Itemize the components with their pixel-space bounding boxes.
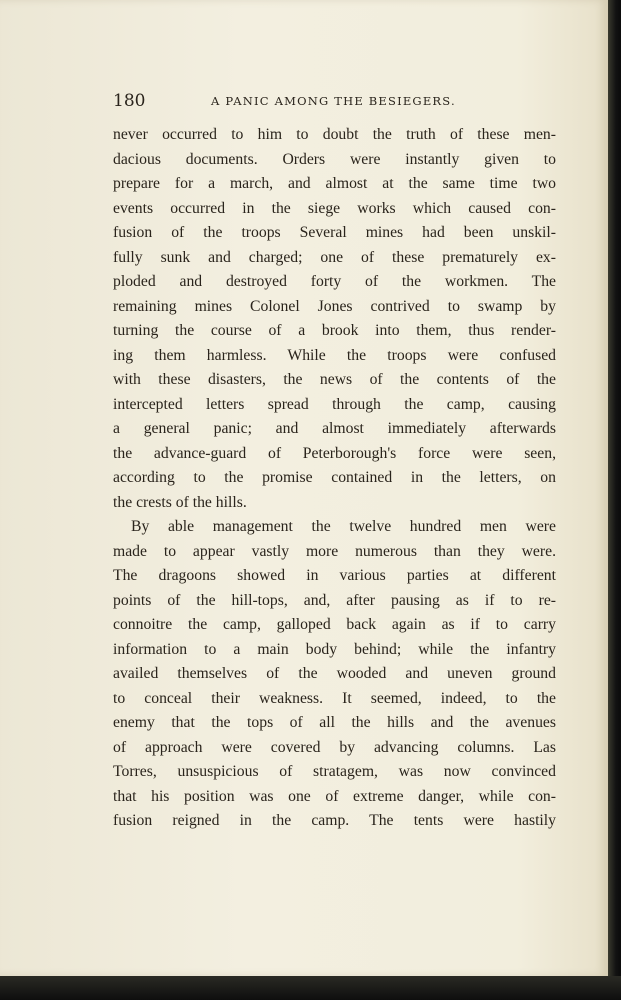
- page-header: [113, 86, 557, 116]
- book-spine-shadow: [608, 0, 621, 1000]
- text-line: the advance-guard of Peterborough's force were seen,: [113, 444, 556, 462]
- text-line: fully sunk and charged; one of these prematurely ex-: [113, 248, 556, 266]
- paragraph-end-line: the crests of the hills.: [113, 493, 247, 511]
- text-line: of approach were covered by advancing columns. Las: [113, 738, 556, 756]
- text-line: according to the promise contained in the letters, on: [113, 469, 556, 486]
- text-line: prepare for a march, and almost at the same time two: [113, 175, 556, 192]
- text-line: ploded and destroyed forty of the workmen. The: [113, 273, 556, 290]
- text-line: points of the hill-tops, and, after pausing as if to re-: [113, 591, 556, 609]
- text-line: fusion reigned in the camp. The tents were hastily: [113, 812, 556, 829]
- text-line: never occurred to him to doubt the truth of these men-: [113, 126, 556, 143]
- text-line: intercepted letters spread through the camp, causing: [113, 395, 556, 413]
- text-line: Torres, unsuspicious of stratagem, was now convinced: [113, 763, 556, 780]
- page-number: 180: [113, 91, 146, 111]
- text-line: connoitre the camp, galloped back again as if to carry: [113, 616, 556, 633]
- text-line: dacious documents. Orders were instantly given to: [113, 150, 556, 168]
- text-line: availed themselves of the wooded and uneven ground: [113, 665, 556, 682]
- text-line: events occurred in the siege works which caused con-: [113, 199, 556, 217]
- text-line: information to a main body behind; while the infantry: [113, 640, 556, 658]
- body-text: [113, 123, 556, 834]
- text-line: remaining mines Colonel Jones contrived to swamp by: [113, 297, 556, 315]
- text-line: enemy that the tops of all the hills and the avenues: [113, 714, 556, 731]
- paragraph-start-line: By able management the twelve hundred men were: [131, 518, 556, 535]
- text-line: a general panic; and almost immediately afterwards: [113, 420, 556, 437]
- text-line: ing them harmless. While the troops were confused: [113, 346, 556, 364]
- text-line: The dragoons showed in various parties at different: [113, 567, 556, 584]
- text-line: with these disasters, the news of the contents of the: [113, 371, 556, 388]
- text-line: fusion of the troops Several mines had been unskil-: [113, 224, 556, 241]
- running-title: A PANIC AMONG THE BESIEGERS.: [211, 94, 456, 108]
- scan-bottom-edge: [0, 976, 621, 1000]
- text-line: turning the course of a brook into them, thus render-: [113, 322, 556, 339]
- text-line: made to appear vastly more numerous than they were.: [113, 542, 556, 560]
- text-line: to conceal their weakness. It seemed, indeed, to the: [113, 689, 556, 707]
- text-line: that his position was one of extreme danger, while con-: [113, 787, 556, 805]
